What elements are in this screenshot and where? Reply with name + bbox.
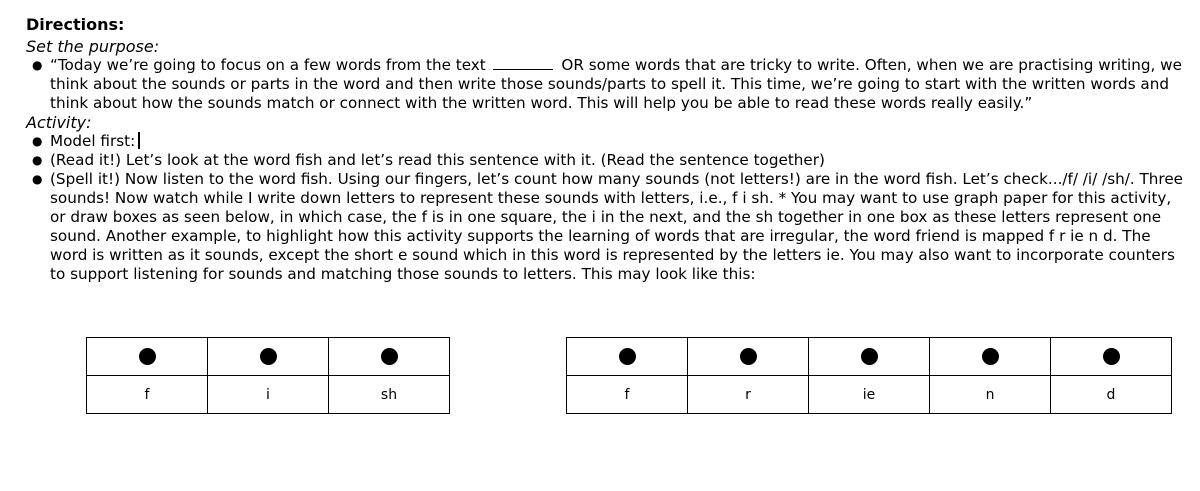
purpose-text-start: “Today we’re going to focus on a few words from the text	[50, 56, 486, 74]
counter-cell	[809, 338, 930, 376]
counter-cell	[1051, 338, 1172, 376]
letter-row	[567, 376, 1172, 414]
letter-cell: d	[1051, 376, 1172, 414]
letter-cell: f	[87, 376, 208, 414]
purpose-item	[26, 56, 1186, 113]
counter-dot	[1103, 348, 1120, 365]
purpose-list	[26, 56, 1186, 113]
activity-item-spell	[26, 170, 1186, 284]
letter-row	[87, 376, 450, 414]
activity-list	[26, 132, 1186, 284]
activity-item-model	[26, 132, 1186, 151]
activity-label: Activity:	[26, 113, 92, 132]
counter-cell	[329, 338, 450, 376]
purpose-label: Set the purpose:	[26, 37, 160, 56]
activity-item-text: (Spell it!) Now listen to the word fish. Using our fingers, let’s count how many sounds (not letters!) are in the word fish. Let’s check.../f/ /i/ /sh/. Three sounds! Now watch while I write down letters to represent these sounds with letters, i.e., f i sh. * You may want to use graph paper for this activity, or draw boxes as seen below, in which case, the f is in one square, the i in the next, and the sh together in one box as these letters represent one sound. Another example, to highlight how this activity supports the learning of words that are irregular, the word friend is mapped f r ie n d. The word is written as it sounds, except the short e sound which in this word is represented by the letters ie. You may also want to incorporate counters to support listening for sounds and matching those sounds to letters. This may look like this:	[50, 170, 1184, 283]
activity-item-text: Model first:	[50, 132, 136, 150]
counter-cell	[930, 338, 1051, 376]
sound-box-grid-fish	[86, 337, 450, 414]
activity-item-read	[26, 151, 1186, 170]
counter-dot	[619, 348, 636, 365]
counter-cell	[688, 338, 809, 376]
letter-cell: r	[688, 376, 809, 414]
text-cursor	[138, 132, 140, 149]
counter-dot	[861, 348, 878, 365]
counter-dot	[139, 348, 156, 365]
activity-item-text: (Read it!) Let’s look at the word fish and let’s read this sentence with it. (Read the sentence together)	[50, 151, 825, 169]
counter-cell	[208, 338, 329, 376]
purpose-text-end: OR some words that are tricky to write. Often, when we are practising writing, we think about the sounds or parts in the word and then write those sounds/parts to spell it. This time, we’re going to start with the written words and think about how the sounds match or connect with the written word. This will help you be able to read these words really easily.”	[50, 56, 1182, 112]
directions-document	[26, 14, 1186, 284]
counter-dot	[260, 348, 277, 365]
counter-row	[87, 338, 450, 376]
letter-cell: n	[930, 376, 1051, 414]
letter-cell: sh	[329, 376, 450, 414]
counter-dot	[982, 348, 999, 365]
letter-cell: ie	[809, 376, 930, 414]
counter-dot	[381, 348, 398, 365]
counter-dot	[740, 348, 757, 365]
counter-cell	[87, 338, 208, 376]
letter-cell: f	[567, 376, 688, 414]
sound-box-grid-friend	[566, 337, 1172, 414]
counter-row	[567, 338, 1172, 376]
counter-cell	[567, 338, 688, 376]
text-blank-line	[493, 57, 553, 70]
directions-heading: Directions:	[26, 15, 125, 34]
letter-cell: i	[208, 376, 329, 414]
